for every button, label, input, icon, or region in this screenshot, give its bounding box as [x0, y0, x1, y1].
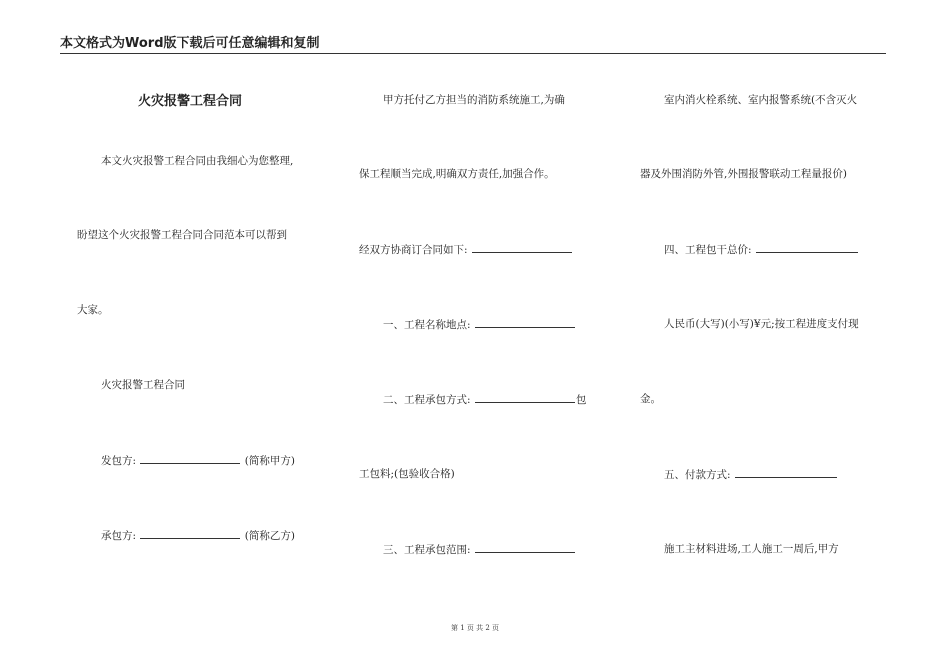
party-a-line: [101, 453, 295, 468]
item-2-blank: [475, 392, 575, 403]
agreement-lead-in: 经双方协商订合同如下:: [359, 244, 468, 256]
item-2-continuation: 工包料;(包验收合格): [359, 468, 455, 480]
party-b-line: [101, 528, 295, 543]
item-1-line: [383, 317, 576, 332]
item-4-line: [664, 242, 859, 257]
item-5-blank: [735, 467, 837, 478]
col2-para-3: [359, 242, 573, 257]
item-2-line: [383, 392, 586, 407]
col3-para-4: 金。: [640, 393, 661, 405]
col3-para-5: 施工主材料进场,工人施工一周后,甲方: [664, 543, 839, 555]
item-2-tail: 包: [575, 394, 587, 406]
contract-subtitle: 火灾报警工程合同: [101, 379, 185, 391]
item-2-label: 二、工程承包方式:: [383, 394, 471, 406]
party-a-blank: [140, 453, 240, 464]
col3-para-3: 人民币(大写)(小写)¥元;按工程进度支付现: [664, 318, 859, 330]
col3-para-1: 室内消火栓系统、室内报警系统(不含灭火: [664, 94, 858, 106]
document-title: 火灾报警工程合同: [138, 94, 243, 109]
party-b-label: 承包方:: [101, 530, 137, 542]
item-3-line: [383, 542, 576, 557]
item-1-label: 一、工程名称地点:: [383, 319, 471, 331]
party-a-suffix: (简称甲方): [244, 455, 295, 467]
page-header: 本文格式为Word版下载后可任意编辑和复制: [60, 36, 320, 51]
agreement-blank: [472, 242, 572, 253]
item-3-label: 三、工程承包范围:: [383, 544, 471, 556]
intro-line-2: 盼望这个火灾报警工程合同合同范本可以帮到: [77, 229, 287, 241]
item-3-blank: [475, 542, 575, 553]
item-1-blank: [475, 317, 575, 328]
intro-line-3: 大家。: [77, 304, 109, 316]
item-4-label: 四、工程包干总价:: [664, 244, 752, 256]
item-4-blank: [756, 242, 858, 253]
item-5-line: [664, 467, 838, 482]
item-5-label: 五、付款方式:: [664, 469, 731, 481]
header-divider: [60, 53, 886, 54]
col2-para-1: 甲方托付乙方担当的消防系统施工,为确: [383, 94, 565, 106]
col2-para-2: 保工程顺当完成,明确双方责任,加强合作。: [359, 168, 555, 180]
party-a-label: 发包方:: [101, 455, 137, 467]
party-b-suffix: (简称乙方): [244, 530, 295, 542]
page-number: 第 1 页 共 2 页: [450, 624, 500, 632]
party-b-blank: [140, 528, 240, 539]
intro-line-1: 本文火灾报警工程合同由我细心为您整理,: [101, 155, 294, 167]
col3-para-2: 器及外围消防外管,外围报警联动工程量报价): [640, 168, 847, 180]
